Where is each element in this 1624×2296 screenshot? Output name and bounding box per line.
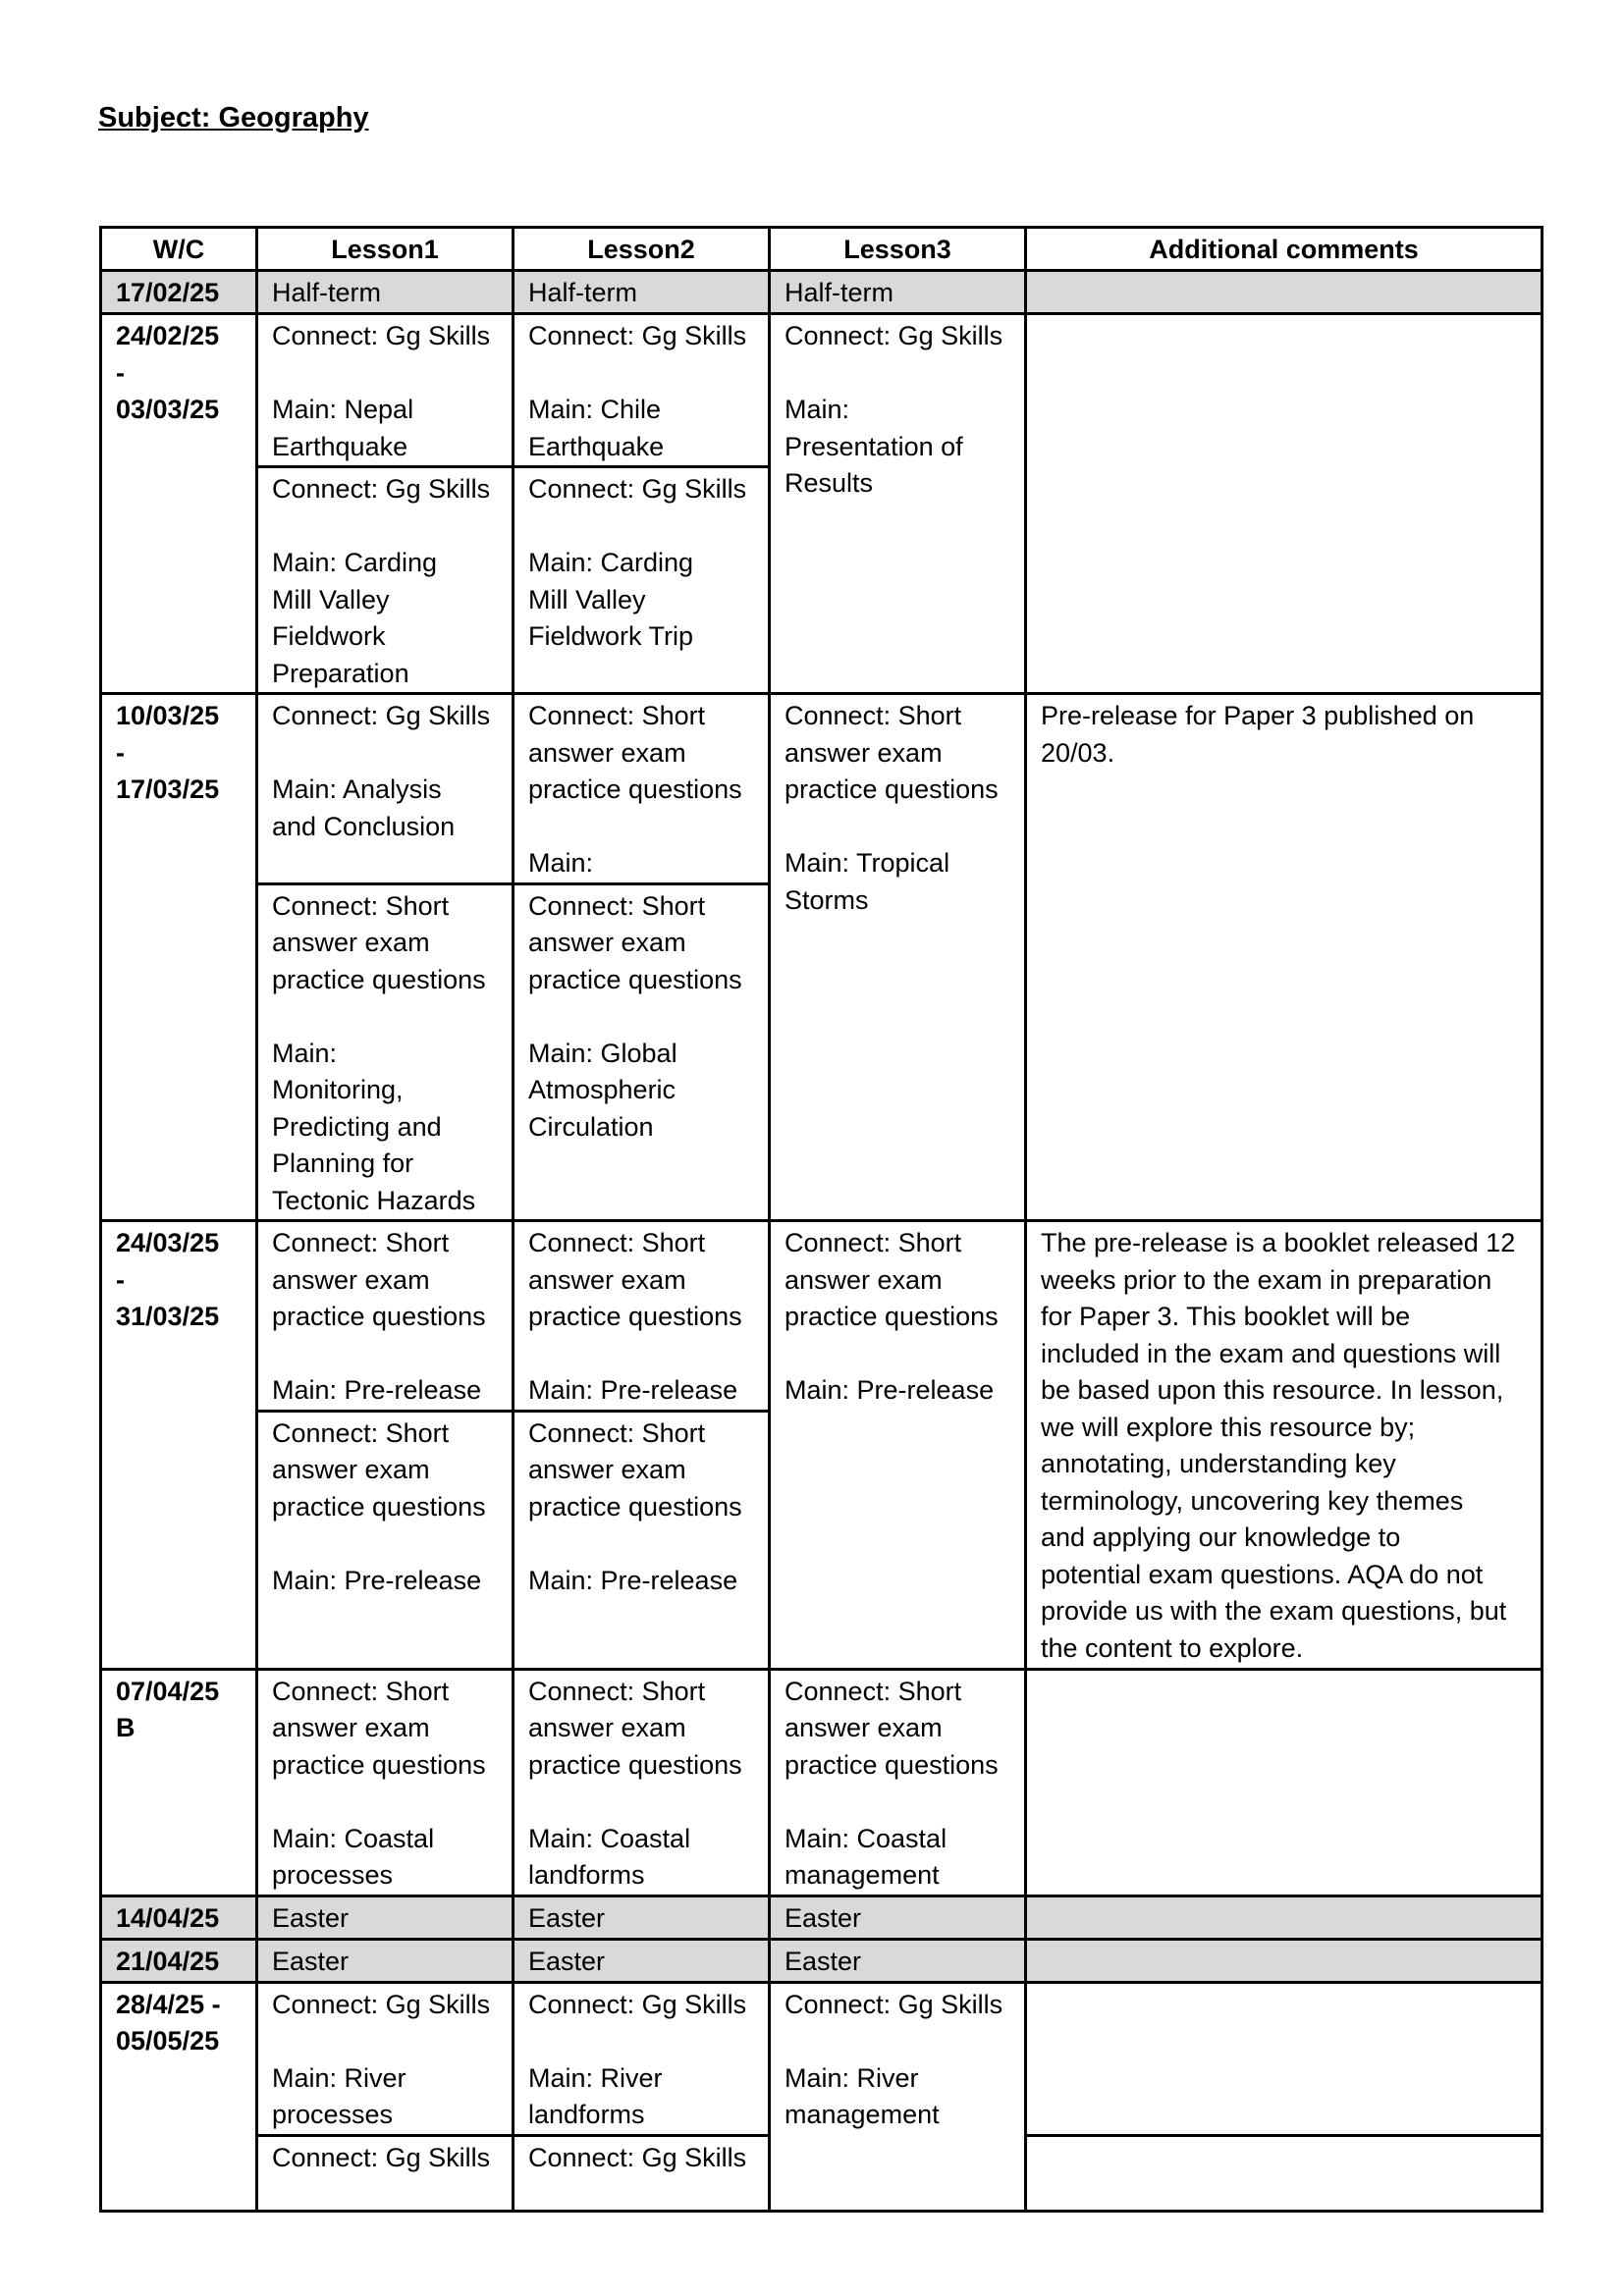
text-line: 24/02/25 [116, 321, 220, 350]
text-line: Connect: Short [528, 1676, 706, 1706]
week-row-a [101, 1982, 1543, 2135]
text-line: Fieldwork [272, 621, 386, 651]
week-row-easter [101, 1939, 1543, 1982]
lesson2-cell [514, 314, 770, 467]
text-line: terminology, uncovering key themes [1041, 1485, 1464, 1516]
week-row-a [101, 1221, 1543, 1412]
lesson3-cell [770, 1221, 1026, 1670]
week-date [101, 1221, 257, 1670]
text-line: we will explore this resource by; [1041, 1412, 1416, 1442]
text-line: Main: River [785, 2062, 919, 2093]
text-line: for Paper 3. This booklet will be [1041, 1302, 1411, 1331]
blank-line [272, 2023, 498, 2060]
text-line: Main: Coastal [528, 1823, 691, 1853]
blank-line [272, 1784, 498, 1821]
text-line: practice questions [785, 1302, 999, 1331]
text-line: 28/4/25 - [116, 1989, 221, 2019]
text-line: practice questions [785, 774, 999, 804]
week-date: 21/04/25 [101, 1939, 257, 1982]
lesson2-cell: Easter [514, 1939, 770, 1982]
blank-line [272, 998, 498, 1036]
text-line: practice questions [272, 964, 486, 994]
text-line: Main: Coastal [272, 1823, 435, 1853]
blank-line [272, 508, 498, 546]
text-line: 24/03/25 [116, 1228, 220, 1257]
text-line: weeks prior to the exam in preparation [1041, 1264, 1492, 1295]
blank-line [272, 355, 498, 393]
text-line: management [785, 2100, 940, 2129]
blank-line [785, 809, 1010, 846]
text-line: - [116, 1264, 125, 1295]
week-date [101, 694, 257, 1221]
text-line: answer exam [528, 928, 686, 957]
blank-line [785, 1336, 1010, 1373]
text-line: practice questions [528, 964, 742, 994]
lesson2-cell [514, 467, 770, 694]
text-line: answer exam [528, 1264, 686, 1295]
week-date [101, 314, 257, 694]
text-line: answer exam [785, 1713, 943, 1742]
text-line: Predicting and [272, 1111, 442, 1142]
week-date: 17/02/25 [101, 271, 257, 314]
comment-cell [1026, 1896, 1543, 1939]
comment-cell [1026, 1939, 1543, 1982]
blank-line [528, 2023, 754, 2060]
lesson3-cell: Easter [770, 1896, 1026, 1939]
text-line: 03/03/25 [116, 395, 220, 424]
text-line: included in the exam and questions will [1041, 1338, 1501, 1368]
blank-line [528, 508, 754, 546]
lesson1-cell [257, 1669, 514, 1896]
text-line: answer exam [528, 1455, 686, 1484]
text-line: Main: Global [528, 1038, 677, 1068]
text-line: Connect: Gg Skills [528, 321, 747, 350]
text-line: answer exam [785, 737, 943, 768]
text-line: Circulation [528, 1111, 654, 1142]
text-line: annotating, understanding key [1041, 1449, 1396, 1478]
blank-line [785, 2023, 1010, 2060]
header-lesson3: Lesson3 [770, 228, 1026, 271]
text-line: Results [785, 468, 874, 498]
lesson3-cell [770, 1982, 1026, 2211]
comment-cell [1026, 1982, 1543, 2135]
text-line: 31/03/25 [116, 1302, 220, 1331]
text-line: processes [272, 2100, 394, 2129]
text-line: Connect: Short [528, 1228, 706, 1257]
text-line: Main: [528, 848, 594, 878]
lesson2-cell [514, 883, 770, 1221]
blank-line [785, 355, 1010, 393]
lesson2-cell [514, 1411, 770, 1669]
text-line: and applying our knowledge to [1041, 1522, 1401, 1552]
text-line: Mill Valley [528, 584, 646, 614]
lesson1-cell [257, 1411, 514, 1669]
comment-cell [1026, 1669, 1543, 1896]
text-line: Connect: Gg Skills [272, 474, 491, 504]
lesson3-cell: Easter [770, 1939, 1026, 1982]
text-line: The pre-release is a booklet released 12 [1041, 1228, 1516, 1257]
text-line: answer exam [272, 1264, 430, 1295]
lesson2-cell: Half-term [514, 271, 770, 314]
week-date: 14/04/25 [101, 1896, 257, 1939]
text-line: Connect: Gg Skills [528, 2142, 747, 2172]
lesson-plan-table [99, 226, 1543, 2213]
week-date [101, 1669, 257, 1896]
text-line: Presentation of [785, 431, 963, 461]
text-line: answer exam [272, 928, 430, 957]
text-line: Main: [785, 395, 850, 424]
header-lesson1: Lesson1 [257, 228, 514, 271]
text-line: Connect: Short [785, 701, 962, 730]
text-line: Connect: Short [272, 1228, 450, 1257]
text-line: answer exam [785, 1264, 943, 1295]
text-line: processes [272, 1860, 394, 1890]
text-line: Connect: Gg Skills [272, 2142, 491, 2172]
lesson1-cell: Easter [257, 1939, 514, 1982]
text-line: 05/05/25 [116, 2026, 220, 2056]
page-title: Subject: Geography [98, 102, 369, 133]
text-line: Connect: Short [785, 1228, 962, 1257]
lesson3-cell [770, 1669, 1026, 1896]
text-line: provide us with the exam questions, but [1041, 1596, 1507, 1626]
lesson1-cell [257, 694, 514, 884]
text-line: Storms [785, 884, 869, 915]
text-line: Preparation [272, 658, 409, 688]
lesson3-cell: Half-term [770, 271, 1026, 314]
text-line: 10/03/25 [116, 701, 220, 730]
text-line: answer exam [528, 737, 686, 768]
lesson2-cell [514, 2135, 770, 2211]
text-line: potential exam questions. AQA do not [1041, 1559, 1484, 1589]
header-wc: W/C [101, 228, 257, 271]
text-line: answer exam [272, 1455, 430, 1484]
blank-line [272, 1336, 498, 1373]
text-line: Main: Carding [272, 548, 438, 577]
text-line: Main: Pre-release [528, 1375, 738, 1405]
lesson1-cell: Easter [257, 1896, 514, 1939]
text-line: management [785, 1860, 940, 1890]
comment-cell [1026, 271, 1543, 314]
text-line: Connect: Short [272, 1417, 450, 1448]
text-line: Connect: Gg Skills [785, 321, 1003, 350]
blank-line [528, 1525, 754, 1563]
text-line: Connect: Gg Skills [272, 1989, 491, 2019]
lesson1-cell [257, 467, 514, 694]
blank-line [272, 1525, 498, 1563]
text-line: Mill Valley [272, 584, 390, 614]
text-line: answer exam [272, 1713, 430, 1742]
text-line: Main: Pre-release [272, 1375, 482, 1405]
lesson1-cell: Half-term [257, 271, 514, 314]
text-line: Main: Nepal [272, 395, 414, 424]
text-line: answer exam [528, 1713, 686, 1742]
header-lesson2: Lesson2 [514, 228, 770, 271]
week-row [101, 1669, 1543, 1896]
lesson2-cell [514, 1221, 770, 1412]
text-line: practice questions [272, 1491, 486, 1522]
blank-line [528, 355, 754, 393]
lesson2-cell [514, 1669, 770, 1896]
text-line: Connect: Short [272, 1676, 450, 1706]
text-line: Connect: Gg Skills [272, 321, 491, 350]
text-line: Main: Pre-release [785, 1375, 995, 1405]
comment-cell [1026, 694, 1543, 1221]
week-row-easter [101, 1896, 1543, 1939]
text-line: Connect: Short [528, 1417, 706, 1448]
text-line: Connect: Gg Skills [785, 1989, 1003, 2019]
text-line: the content to explore. [1041, 1632, 1304, 1663]
text-line: Main: Tropical [785, 848, 950, 878]
text-line: 20/03. [1041, 737, 1115, 768]
blank-line [272, 735, 498, 773]
lesson2-cell [514, 1982, 770, 2135]
header-additional-comments: Additional comments [1026, 228, 1543, 271]
text-line: practice questions [785, 1749, 999, 1780]
text-line: Connect: Gg Skills [272, 701, 491, 730]
lesson3-cell [770, 694, 1026, 1221]
text-line: Fieldwork Trip [528, 621, 694, 651]
lesson1-cell [257, 2135, 514, 2211]
lesson1-cell [257, 1982, 514, 2135]
lesson1-cell [257, 883, 514, 1221]
lesson1-cell [257, 1221, 514, 1412]
text-line: and Conclusion [272, 811, 456, 841]
lesson1-cell [257, 314, 514, 467]
comment-cell [1026, 1221, 1543, 1670]
week-row-a [101, 314, 1543, 467]
header-row [101, 228, 1543, 271]
text-line: Connect: Gg Skills [528, 1989, 747, 2019]
text-line: B [116, 1713, 135, 1742]
text-line: Monitoring, [272, 1075, 404, 1104]
text-line: landforms [528, 2100, 645, 2129]
text-line: 17/03/25 [116, 774, 220, 804]
text-line: practice questions [528, 1491, 742, 1522]
text-line: Main: River [272, 2062, 406, 2093]
blank-line [528, 809, 754, 846]
week-row-half-term [101, 271, 1543, 314]
text-line: practice questions [272, 1749, 486, 1780]
text-line: Connect: Short [528, 890, 706, 921]
text-line: 07/04/25 [116, 1676, 220, 1706]
text-line: - [116, 357, 125, 388]
text-line: landforms [528, 1860, 645, 1890]
text-line: Main: Carding [528, 548, 694, 577]
comment-cell [1026, 314, 1543, 694]
text-line: Planning for [272, 1148, 414, 1178]
week-row-a [101, 694, 1543, 884]
text-line: Main: River [528, 2062, 663, 2093]
text-line: practice questions [528, 1749, 742, 1780]
blank-line [528, 998, 754, 1036]
blank-line [528, 1336, 754, 1373]
lesson2-cell [514, 694, 770, 884]
text-line: Main: Pre-release [528, 1565, 738, 1595]
text-line: - [116, 737, 125, 768]
lesson2-cell: Easter [514, 1896, 770, 1939]
lesson3-cell [770, 314, 1026, 694]
text-line: Connect: Short [528, 701, 706, 730]
blank-line [785, 1784, 1010, 1821]
text-line: Connect: Short [272, 890, 450, 921]
text-line: Connect: Gg Skills [528, 474, 747, 504]
text-line: practice questions [272, 1302, 486, 1331]
text-line: Main: [272, 1038, 338, 1068]
blank-line [528, 1784, 754, 1821]
text-line: Atmospheric [528, 1075, 677, 1104]
text-line: Pre-release for Paper 3 published on [1041, 701, 1475, 730]
text-line: Main: Analysis [272, 774, 442, 804]
week-date [101, 1982, 257, 2211]
text-line: be based upon this resource. In lesson, [1041, 1375, 1504, 1405]
text-line: practice questions [528, 1302, 742, 1331]
text-line: Earthquake [528, 431, 665, 461]
comment-cell [1026, 2135, 1543, 2211]
text-line: Main: Coastal [785, 1823, 947, 1853]
text-line: Main: Pre-release [272, 1565, 482, 1595]
text-line: Main: Chile [528, 395, 662, 424]
text-line: Earthquake [272, 431, 408, 461]
text-line: Tectonic Hazards [272, 1185, 476, 1215]
text-line: practice questions [528, 774, 742, 804]
text-line: Connect: Short [785, 1676, 962, 1706]
